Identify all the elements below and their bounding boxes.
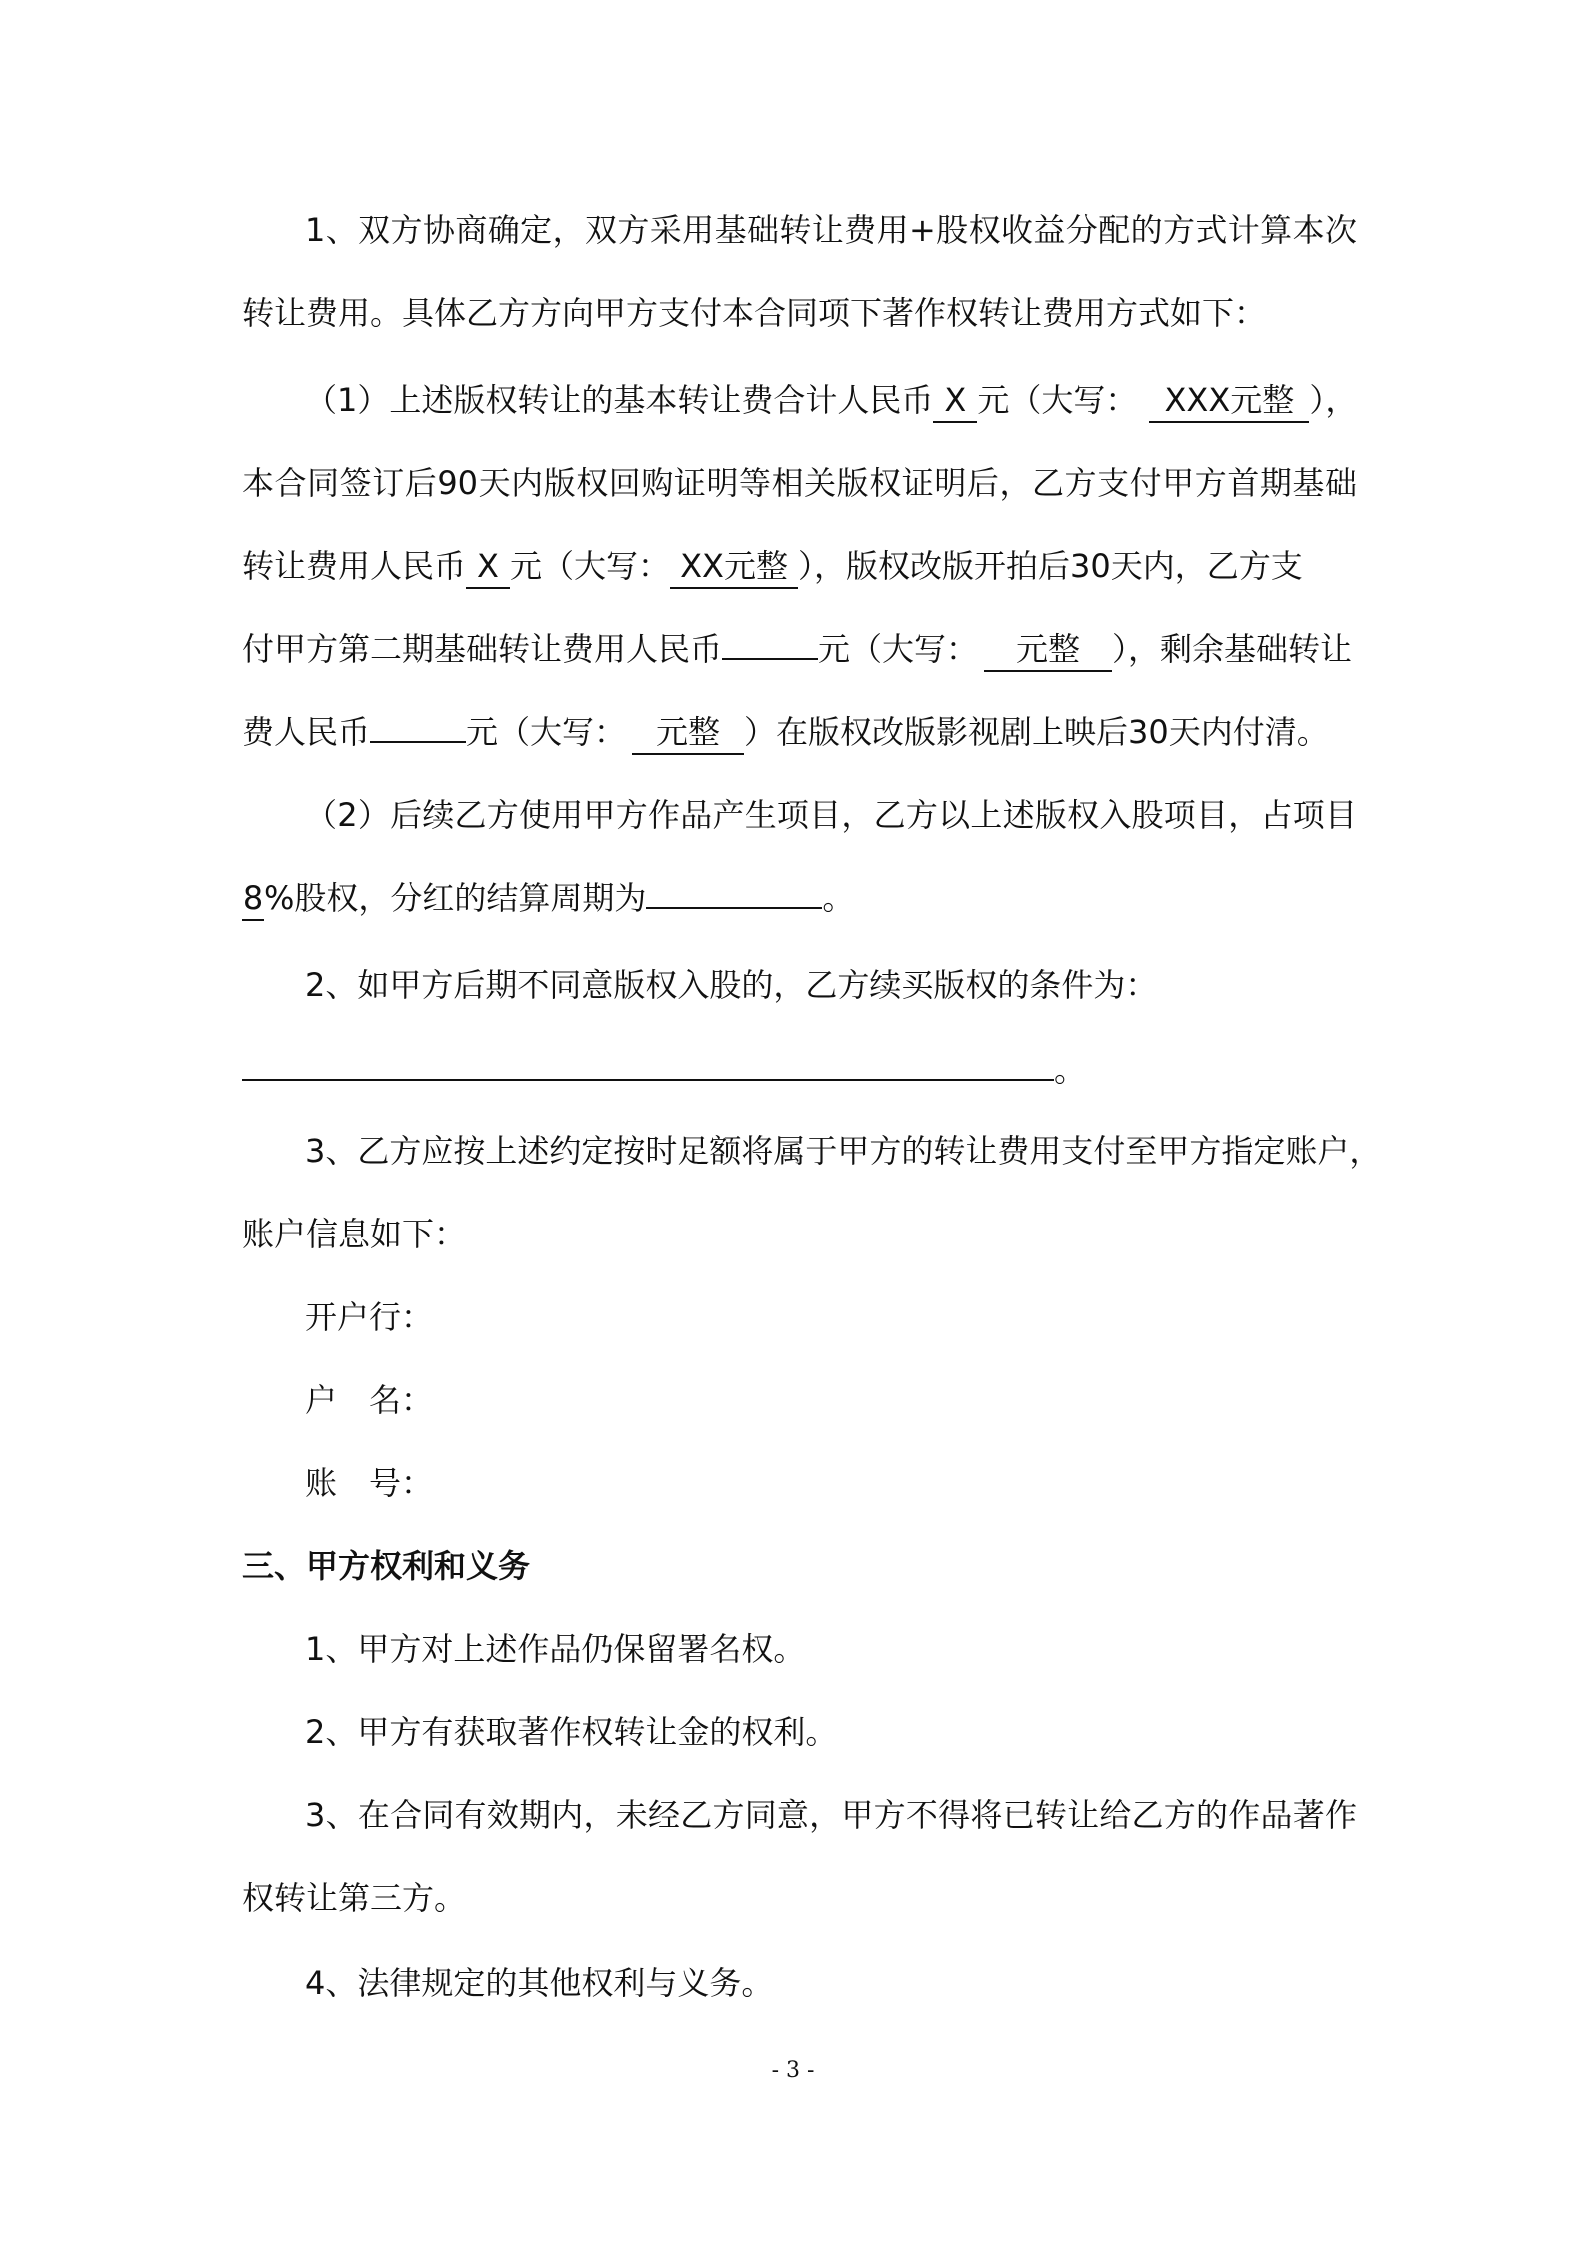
section-3-item-3-line-2: 权转让第三方。 [242,1879,467,1917]
renewal-clause-line-2 [242,1040,1357,1100]
settlement-period-blank [646,907,822,909]
section-3-item-4: 4、法律规定的其他权利与义务。 [305,1964,774,2002]
equity-percentage: 8 [242,877,264,921]
fee-clause-line-2: 本合同签订后90天内版权回购证明等相关版权证明后，乙方支付甲方首期基础 [242,464,1357,502]
fee-clause-text: ），剩余基础转让 [1112,630,1353,668]
second-installment-amount-blank [722,658,818,660]
account-name-label: 户 名： [305,1381,434,1419]
remaining-fee-in-words: 元整 [632,711,744,755]
fee-clause-line-1 [305,370,1357,430]
fee-clause-text: 元（大写： [466,713,627,751]
fee-clause-text: 元（大写： [510,547,671,585]
renewal-conditions-blank [242,1079,1054,1081]
fee-clause-text: 转让费用人民币 [242,547,467,585]
section-3-heading: 三、甲方权利和义务 [242,1547,531,1585]
paragraph-1-line-1: 1、双方协商确定，双方采用基础转让费用+股权收益分配的方式计算本次 [305,211,1357,249]
payment-clause-line-1: 3、乙方应按上述约定按时足额将属于甲方的转让费用支付至甲方指定账户， [305,1132,1382,1170]
section-3-item-2: 2、甲方有获取著作权转让金的权利。 [305,1713,838,1751]
paragraph-1-line-2: 转让费用。具体乙方方向甲方支付本合同项下著作权转让费用方式如下： [242,294,1267,332]
fee-clause-line-4 [242,619,1357,679]
first-installment-in-words: XX元整 [670,545,798,589]
section-3-item-3-line-1: 3、在合同有效期内，未经乙方同意，甲方不得将已转让给乙方的作品著作 [305,1796,1357,1834]
remaining-fee-amount-blank [370,741,466,743]
fee-clause-text: 付甲方第二期基础转让费用人民币 [242,630,723,668]
second-installment-in-words: 元整 [984,628,1112,672]
section-3-item-1: 1、甲方对上述作品仍保留署名权。 [305,1630,806,1668]
bank-name-label: 开户行： [305,1298,434,1336]
fee-clause-line-3 [242,536,1357,596]
renewal-clause-end: 。 [1054,1051,1087,1089]
first-installment-amount: X [466,545,510,589]
equity-clause-text: %股权，分红的结算周期为 [264,879,647,917]
account-number-label: 账 号： [305,1464,434,1502]
fee-clause-text: ），版权改版开拍后30天内，乙方支 [798,547,1303,585]
fee-clause-line-5 [242,702,1357,762]
renewal-clause-line-1: 2、如甲方后期不同意版权入股的，乙方续买版权的条件为： [305,966,1158,1004]
equity-clause-line-1: （2）后续乙方使用甲方作品产生项目，乙方以上述版权入股项目，占项目 [305,796,1357,834]
fee-clause-text: ）， [1309,381,1358,419]
payment-clause-line-2: 账户信息如下： [242,1215,467,1253]
equity-clause-line-2 [242,868,1357,928]
fee-clause-text: 费人民币 [242,713,371,751]
fee-clause-text: ）在版权改版影视剧上映后30天内付清。 [744,713,1329,751]
fee-clause-text: 元（大写： [818,630,979,668]
base-fee-in-words: XXX元整 [1149,379,1309,423]
equity-clause-end: 。 [822,879,855,917]
page-number: - 3 - [771,2058,815,2083]
base-fee-amount: X [933,379,977,423]
fee-clause-text: 元（大写： [977,381,1138,419]
fee-clause-text: （1）上述版权转让的基本转让费合计人民币 [305,381,934,419]
